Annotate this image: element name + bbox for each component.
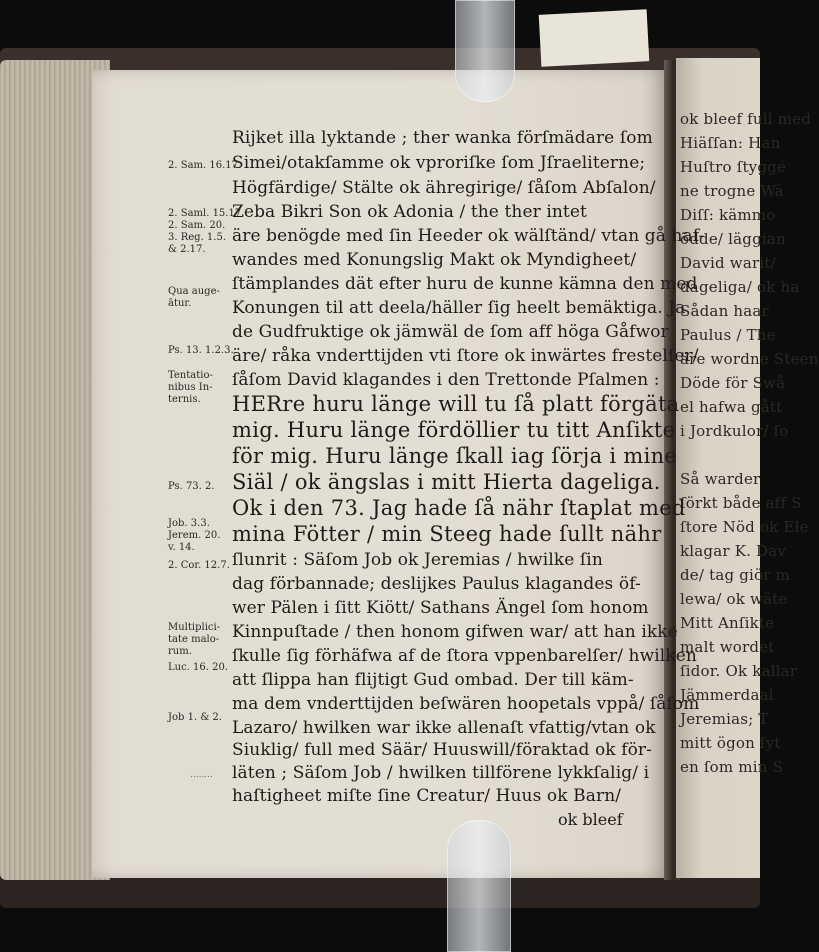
text-line: Simei/otakſamme ok vproriſke ſom Jſraeliterne; xyxy=(232,153,646,173)
margin-note: rum. xyxy=(168,646,192,657)
right-line: ödde/ läggian xyxy=(680,230,786,248)
margin-note: 2. Cor. 12.7. xyxy=(168,560,230,571)
right-line: Sådan haar xyxy=(680,302,769,320)
right-line: David warit/ xyxy=(680,254,776,272)
text-line: att ſlippa han flijtigt Gud ombad. Der till käm- xyxy=(232,670,634,690)
margin-note: nibus In- xyxy=(168,382,213,393)
margin-note: Jerem. 20. xyxy=(168,530,221,541)
margin-note: Ps. 73. 2. xyxy=(168,481,215,492)
book-clip-top xyxy=(455,0,515,102)
right-line: Diſſ: kämmo xyxy=(680,206,776,224)
margin-note: Job 1. & 2. xyxy=(168,712,222,723)
text-line: ma dem vnderttijden beſwären hoopetals vppå/ ſåſom xyxy=(232,694,700,714)
right-line: äre wordne Steen xyxy=(680,350,819,368)
margin-note: Multiplici- xyxy=(168,622,221,633)
right-line: Mitt Anſikte xyxy=(680,614,775,632)
right-line: Jeremias; T xyxy=(680,710,769,728)
text-line: de Gudfruktige ok jämwäl de ſom aff höga Gåfwor xyxy=(232,322,669,342)
right-line: ſidor. Ok kallar xyxy=(680,662,798,680)
text-line: äre/ råka vnderttijden vti ſtore ok inwärtes frestelſer/ xyxy=(232,346,699,366)
text-line: äre benögde med ſin Heeder ok wälſtänd/ vtan gå haf- xyxy=(232,226,705,246)
right-line: i Jordkulor/ ſo xyxy=(680,422,789,440)
text-line: Zeba Bikri Son ok Adonia / the ther intet xyxy=(232,202,587,222)
margin-note: 2. Sam. 16.17. xyxy=(168,160,242,171)
text-line: Siuklig/ full med Säär/ Huuswill/föraktad ok för- xyxy=(232,740,652,760)
right-line: ſörkt både aff S xyxy=(680,494,802,512)
paper-tape xyxy=(539,9,650,67)
text-line: Ok i den 73. Jag hade ſå nähr ſtaplat med xyxy=(232,496,686,520)
margin-note: tate malo- xyxy=(168,634,220,645)
text-line: haſtigheet miſte ſine Creatur/ Huus ok Barn/ xyxy=(232,786,622,806)
book-clip-bottom xyxy=(447,820,511,952)
right-line: ſtore Nöd ok Ele xyxy=(680,518,809,536)
right-line: dageliga/ ok ha xyxy=(680,278,800,296)
right-line: Döde för Swå xyxy=(680,374,786,392)
margin-note: Job. 3.3. xyxy=(168,518,210,529)
margin-note: Tentatio- xyxy=(168,370,213,381)
right-line: ne trogne Wä xyxy=(680,182,784,200)
text-line: Kinnpuſtade / then honom gifwen war/ att han ikke xyxy=(232,622,678,642)
right-line: el hafwa gått xyxy=(680,398,783,416)
text-line: ſkulle ſig förhäfwa af de ſtora vppenbarelſer/ hwilken xyxy=(232,646,697,666)
text-line: Lazaro/ hwilken war ikke allenaſt vfattig/vtan ok xyxy=(232,718,656,738)
right-line: Jämmerdaal xyxy=(680,686,774,704)
text-line: Högfärdige/ Stälte ok ähregirige/ ſåſom Abſalon/ xyxy=(232,178,656,198)
right-page xyxy=(676,58,819,878)
right-line: en ſom min S xyxy=(680,758,784,776)
margin-note: 2. Saml. 15.17. xyxy=(168,208,245,219)
text-line: wer Pälen i ſitt Kiött/ Sathans Ängel ſom honom xyxy=(232,598,649,618)
page-smudge-mark: ........ xyxy=(190,770,213,780)
text-line: ſåſom David klagandes i den Trettonde Pſalmen : xyxy=(232,370,660,390)
margin-note: ternis. xyxy=(168,394,201,405)
text-line: mina Fötter / min Steeg hade ſullt nähr xyxy=(232,522,662,546)
text-line: HERre huru länge will tu ſå platt förgäta xyxy=(232,392,680,416)
right-line: klagar K. Dav xyxy=(680,542,787,560)
margin-note: ātur. xyxy=(168,298,192,309)
right-line: Hiäſſan: Han xyxy=(680,134,781,152)
margin-note: & 2.17. xyxy=(168,244,206,255)
margin-note: v. 14. xyxy=(168,542,195,553)
right-line: mitt ögon ſyt xyxy=(680,734,781,752)
text-line: läten ; Säſom Job / hwilken tillförene lykkſalig/ i xyxy=(232,763,650,783)
catchword: ok bleef xyxy=(558,810,623,829)
text-line: Konungen til att deela/häller ſig heelt bemäktiga. Ja xyxy=(232,298,686,318)
text-line: för mig. Huru länge ſkall iag ſörja i mine xyxy=(232,444,678,468)
right-line: malt wordet xyxy=(680,638,775,656)
text-line: Siäl / ok ängslas i mitt Hierta dageliga. xyxy=(232,470,661,494)
right-line: de/ tag giör m xyxy=(680,566,791,584)
right-line: Paulus / The xyxy=(680,326,776,344)
margin-note: Qua auge- xyxy=(168,286,220,297)
text-line: dag förbannade; deslijkes Paulus klagandes öf- xyxy=(232,574,641,594)
right-line: Huſtro ſtyggé xyxy=(680,158,787,176)
margin-note: 2. Sam. 20. xyxy=(168,220,226,231)
right-line: ok bleef full med xyxy=(680,110,812,128)
text-line: ſlunrit : Säſom Job ok Jeremias / hwilke ſin xyxy=(232,550,603,570)
text-line: wandes med Konungslig Makt ok Myndigheet/ xyxy=(232,250,637,270)
margin-note: Luc. 16. 20. xyxy=(168,662,229,673)
text-line: mig. Huru länge fördöllier tu titt Anſikte xyxy=(232,418,676,442)
right-line: lewa/ ok wäte xyxy=(680,590,788,608)
text-line: Rijket illa lyktande ; ther wanka förſmädare ſom xyxy=(232,128,653,148)
text-line: ſtämplandes dät efter huru de kunne kämna den med xyxy=(232,274,698,294)
margin-note: Ps. 13. 1.2.3. xyxy=(168,345,234,356)
right-line: Så warder xyxy=(680,470,761,488)
margin-note: 3. Reg. 1.5. xyxy=(168,232,227,243)
